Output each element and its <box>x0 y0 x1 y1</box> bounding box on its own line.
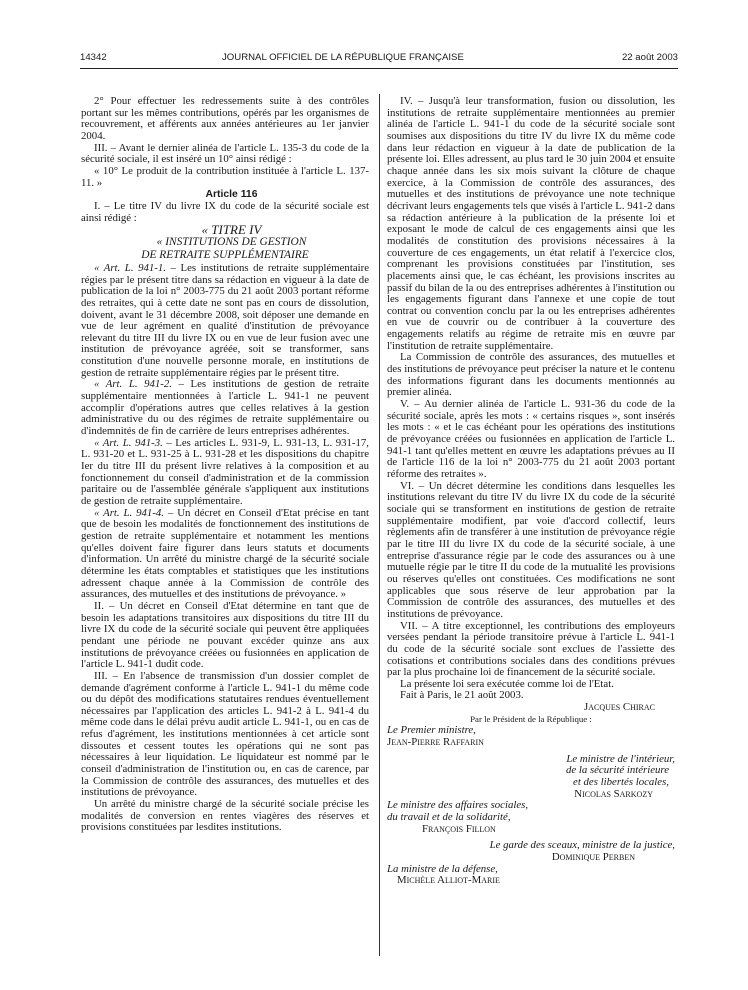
paragraph: III. – Avant le dernier alinéa de l'article L. 135-3 du code de la sécurité sociale, il est inséré un 10° ainsi rédigé : <box>81 141 369 166</box>
justice-name: Dominique Perben <box>551 851 635 863</box>
paragraph: Un arrêté du ministre chargé de la sécurité sociale précise les modalités de conversion en rentes viagères des réserves et provisions constituées par lesdites institutions. <box>81 798 369 834</box>
article-941-3 <box>81 438 369 508</box>
article-heading: Article 116 <box>205 189 258 201</box>
journal-title: JOURNAL OFFICIEL DE LA RÉPUBLIQUE FRANÇAISE <box>222 52 464 63</box>
social-name: François Fillon <box>422 822 496 835</box>
paragraph: VI. – Un décret détermine les conditions dans lesquelles les institutions relevant du titre IV du livre IX du code de la sécurité sociale qui se transforment en institutions de gestion de retraite supplémentaire modifient, par voie d'accord collectif, leurs règlements afin de transférer à une institution de prévoyance régie par le titre III du livre IX du code de la sécurité sociale, à une entreprise d'assurance régie par le code des assurances ou à une mutuelle régie par le titre II du code de la mutualité les provisions ou réserves qu'elles ont constituées. Ces modifications ne sont applicables que sous réserve de leur approbation par la Commission de contrôle des assurances, des mutuelles et des institutions de prévoyance. <box>387 479 675 620</box>
by-the-president: Par le Président de la République : <box>470 713 592 724</box>
president-name: Jacques Chirac <box>584 701 655 714</box>
article-ref: « Art. L. 941-4. <box>94 506 165 519</box>
defense-name: Michèle Alliot-Marie <box>397 874 500 887</box>
subtitle-line-2: DE RETRAITE SUPPLÉMENTAIRE <box>141 249 309 262</box>
date-place: Fait à Paris, le 21 août 2003. <box>400 689 524 702</box>
paragraph: V. – Au dernier alinéa de l'article L. 931-36 du code de la sécurité sociale, après les mots : « certains risques », sont insérés les mots : « et le cas échéant pour les opérations des institutions de prévoyance créées ou fusionnées en application de l'article L. 941-1 tant qu'elles mettent en œuvre les adaptations prévues au II de l'article 116 de la loi n° 2003-775 du 21 août 2003 portant réforme des retraites ». <box>387 398 675 480</box>
page-number: 14342 <box>80 52 107 63</box>
article-ref: « Art. L. 941-2. <box>94 378 172 391</box>
justice-title: Le garde des sceaux, ministre de la justice, <box>489 839 675 852</box>
paragraph: La Commission de contrôle des assurances, des mutuelles et des institutions de prévoyance peut préciser la nature et le contenu des informations figurant dans les documents mentionnés au premier alinéa. <box>387 351 675 399</box>
article-text: – Les articles L. 931-9, L. 931-13, L. 931-17, L. 931-20 et L. 931-25 à L. 931-28 et les dispositions du chapitre Ier du titre III du présent livre relatives à la composition et au fonctionnement du conseil d'administration et de la commission paritaire ou de l'assemblée générale s'appliquent aux institutions de gestion de retraite supplémentaire. <box>81 436 369 507</box>
article-text: – Un décret en Conseil d'Etat précise en tant que de besoin les modalités de fonctionnement des institutions de gestion de retraite supplémentaire et notamment les mentions qu'elles doivent faire figurer dans leurs statuts et documents d'information. Un arrêté du ministre chargé de la sécurité sociale détermine les états comptables et statistiques que les institutions adressent chaque année à la Commission de contrôle des assurances, des mutuelles et des institutions de prévoyance. » <box>81 506 370 601</box>
title-heading: « TITRE IV <box>201 222 262 238</box>
enactment-clause: La présente loi sera exécutée comme loi de l'Etat. <box>400 677 614 690</box>
interior-title-2: de la sécurité intérieure <box>565 764 669 777</box>
pm-name: Jean-Pierre Raffarin <box>387 736 484 749</box>
interior-title-3: et des libertés locales, <box>573 776 669 789</box>
paragraph: VII. – A titre exceptionnel, les contributions des employeurs versées pendant la période transitoire prévue à l'article L. 941-1 du code de la sécurité sociale sont exclues de l'assiette des cotisations et contributions sociales dans des conditions prévues par la plus prochaine loi de financement de la sécurité sociale. <box>387 619 675 679</box>
pm-title: Le Premier ministre, <box>387 724 476 737</box>
issue-date: 22 août 2003 <box>621 52 678 63</box>
article-ref: « Art. L. 941-1. <box>94 261 166 274</box>
column-divider <box>379 94 380 956</box>
subtitle-heading <box>81 236 369 263</box>
article-ref: « Art. L. 941-3. <box>94 436 163 449</box>
paragraph: « 10° Le produit de la contribution instituée à l'article L. 137-11. » <box>81 164 369 189</box>
subtitle-line-1: « INSTITUTIONS DE GESTION <box>156 235 307 248</box>
interior-title-1: Le ministre de l'intérieur, <box>566 752 675 765</box>
social-title-2: du travail et de la solidarité, <box>387 811 511 824</box>
right-column <box>387 96 675 887</box>
article-text: – Les institutions de retraite supplémentaire régies par le présent titre dans sa rédaction en vigueur à la date de publication de la loi n° 2003-775 du 21 août 2003 portant réforme des retraites, qui à cette date ne sont pas en cours de dissolution, doivent, avant le 31 décembre 2008, soit déposer une demande en vue de leur agrément en qualité d'institution de prévoyance relevant du titre III du livre IX ou en vue de leur fusion avec une institution de prévoyance agréée, soit se transformer, sans constitution d'une nouvelle personne morale, en institutions de gestion de retraite supplémentaire régies par le présent titre. <box>81 261 369 379</box>
article-941-2 <box>81 379 369 437</box>
paragraph: 2° Pour effectuer les redressements suite à des contrôles portant sur les mêmes contributions, opérés par les organismes de recouvrement, et afférents aux années antérieures au 1er janvier 2004. <box>81 95 369 142</box>
left-column <box>81 96 369 834</box>
paragraph: I. – Le titre IV du livre IX du code de la sécurité sociale est ainsi rédigé : <box>81 199 369 224</box>
page-header <box>80 52 678 66</box>
paragraph: III. – En l'absence de transmission d'un dossier complet de demande d'agrément conforme à l'article L. 941-1 du même code ou du dépôt des modifications statutaires rendues éventuellement nécessaires par l'application des articles L. 941-2 à L. 941-4 du même code dans le délai prévu audit article L. 941-1, ou en cas de refus d'agrément, les institutions mentionnées à cet article sont dissoutes et cessent toutes les opérations qui ne sont pas nécessaires à leur liquidation. Le liquidateur est nommé par le conseil d'administration de l'institution ou, en cas de carence, par la Commission de contrôle des assurances, des mutuelles et des institutions de prévoyance. <box>81 669 369 799</box>
article-941-1 <box>81 263 369 380</box>
header-rule <box>80 68 678 69</box>
social-title-1: Le ministre des affaires sociales, <box>387 799 529 812</box>
paragraph: IV. – Jusqu'à leur transformation, fusion ou dissolution, les institutions de retraite supplémentaire mentionnées au premier alinéa de l'article L. 941-1 du code de la sécurité sociale sont soumises aux dispositions du titre IV du livre IX du même code dans leur rédaction en vigueur à la date de publication de la présente loi. Elles adressent, au plus tard le 30 juin 2004 et ensuite chaque année dans les six mois suivant la clôture de chaque exercice, à la Commission de contrôle des assurances, des mutuelles et des institutions de prévoyance une note technique décrivant leurs engagements tels que visés à l'article L. 941-2 dans sa rédaction antérieure à la publication de la présente loi et exposant le mode de calcul de ces engagements ainsi que les modalités de constitution des provisions nécessaires à la couverture de ces engagements, un état relatif à l'exercice clos, comprenant les provisions constituées par l'institution, ses placements ainsi que, le cas échéant, les provisions inscrites au passif du bilan de la ou des entreprises adhérentes à l'institution ou les engagements figurant dans l'annexe et une copie de tout contrat ou convention conclu par la ou les entreprises adhérentes en vue de couvrir ou de contribuer à la couverture des engagements relatifs au régime de retraite mis en œuvre par l'institution de retraite supplémentaire. <box>387 95 675 352</box>
article-text: – Les institutions de gestion de retraite supplémentaire mentionnées à l'article L. 941-1 ne peuvent accomplir d'opérations autres que celles relatives à la gestion administrative du ou des régimes de retraite supplémentaire ou d'indemnités de fin de carrière de leurs entreprises adhérentes. <box>81 378 369 438</box>
article-941-4 <box>81 508 369 601</box>
defense-title: La ministre de la défense, <box>387 862 498 875</box>
paragraph: II. – Un décret en Conseil d'Etat détermine en tant que de besoin les adaptations transitoires aux dispositions du titre III du livre IX du code de la sécurité sociale qui peuvent être appliquées pendant une période ne pouvant excéder quinze ans aux institutions de prévoyance créées ou fusionnées en application de l'article L. 941-1 dudit code. <box>81 599 369 671</box>
interior-name: Nicolas Sarkozy <box>574 787 653 800</box>
